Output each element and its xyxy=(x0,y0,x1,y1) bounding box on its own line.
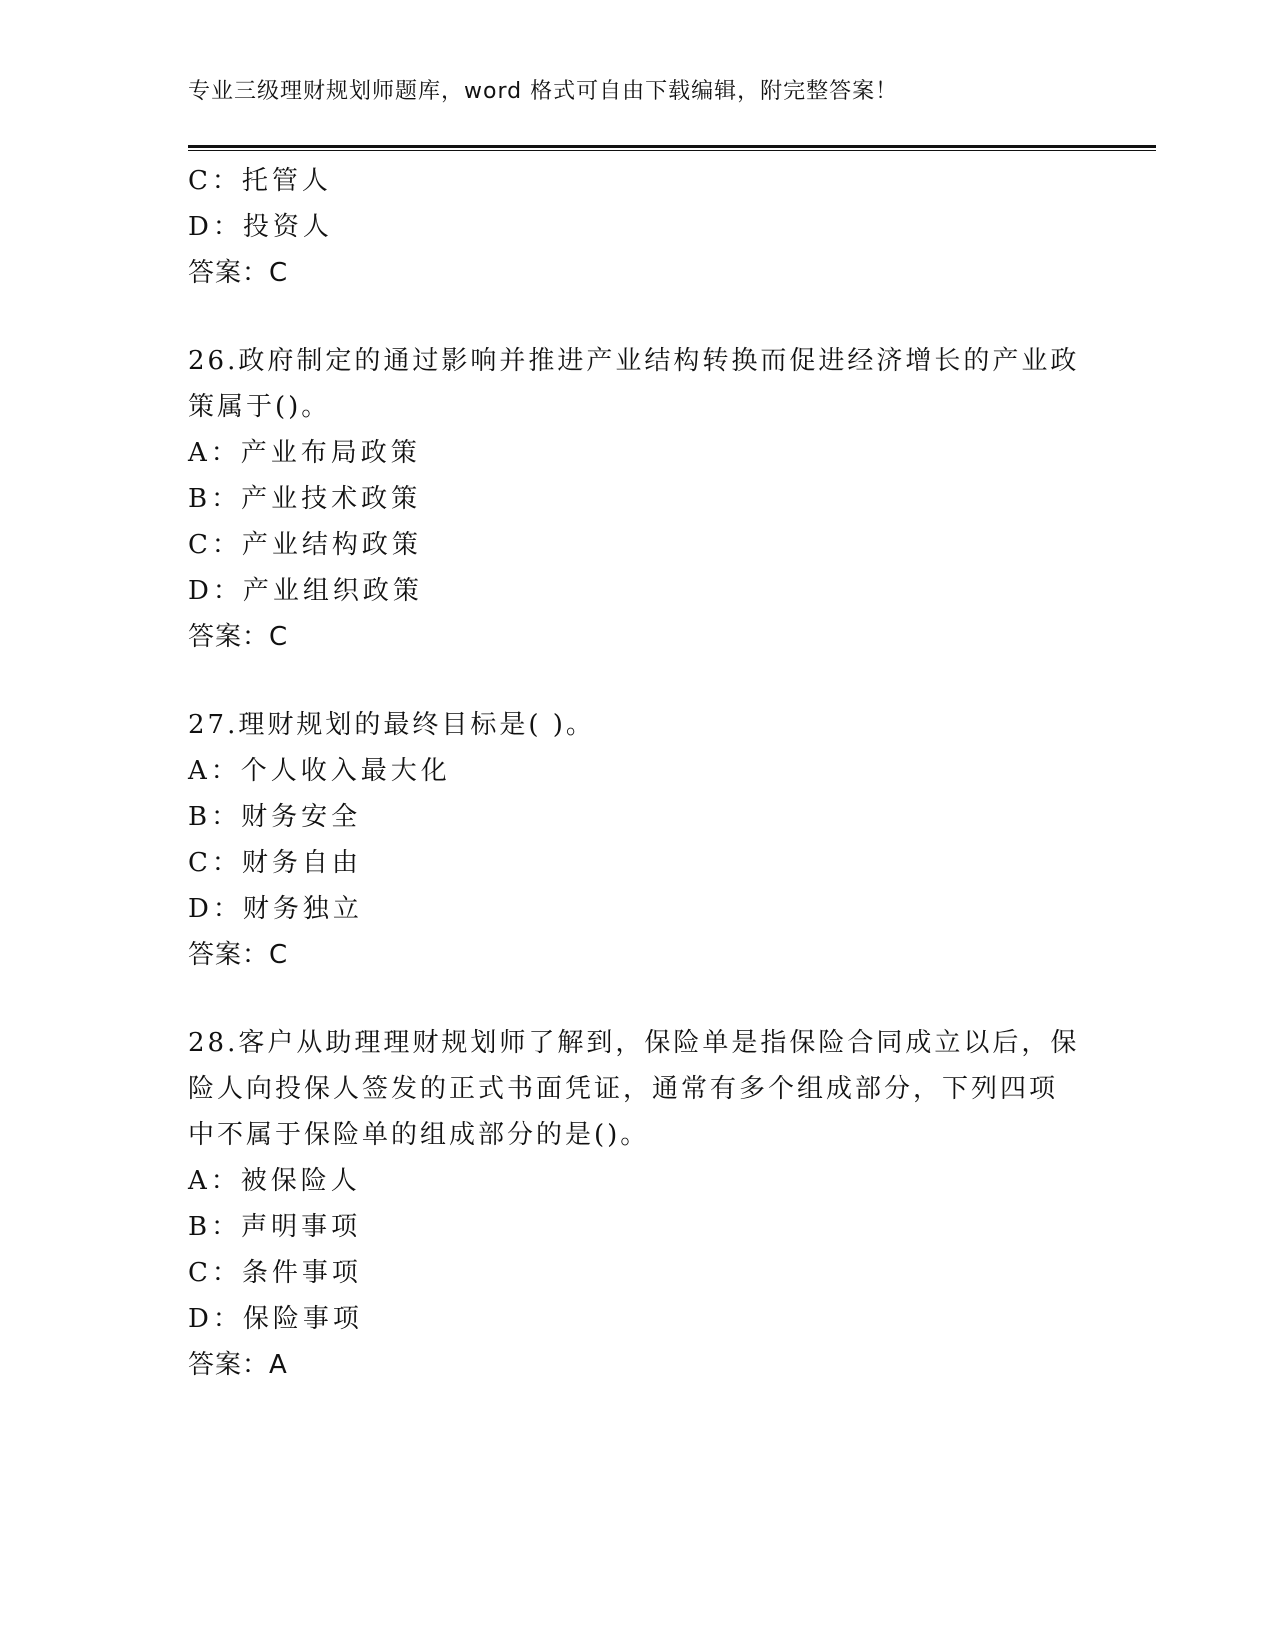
answer: 答案：A xyxy=(188,1350,288,1380)
page-header: 专业三级理财规划师题库，word 格式可自由下载编辑，附完整答案！ xyxy=(188,79,899,104)
spacer xyxy=(188,978,1088,1020)
question-stem: 26.政府制定的通过影响并推进产业结构转换而促进经济增长的产业政 xyxy=(188,346,1080,376)
question-stem: 险人向投保人签发的正式书面凭证，通常有多个组成部分，下列四项 xyxy=(188,1074,1059,1104)
answer: 答案：C xyxy=(188,622,289,652)
option-d: D：保险事项 xyxy=(188,1304,363,1334)
option-a: A：产业布局政策 xyxy=(188,438,421,468)
spacer xyxy=(188,660,1088,702)
question-content xyxy=(188,158,1088,1388)
question-26 xyxy=(188,338,1088,660)
option-d: D：产业组织政策 xyxy=(188,576,423,606)
question-stem: 28.客户从助理理财规划师了解到，保险单是指保险合同成立以后，保 xyxy=(188,1028,1080,1058)
option-a: A：被保险人 xyxy=(188,1166,361,1196)
option-c: C：条件事项 xyxy=(188,1258,362,1288)
header-divider-thick xyxy=(188,145,1156,148)
header-divider-thin xyxy=(188,150,1156,151)
option-c: C：托管人 xyxy=(188,166,332,196)
option-c: C：产业结构政策 xyxy=(188,530,422,560)
previous-question-tail xyxy=(188,158,1088,296)
option-c: C：财务自由 xyxy=(188,848,362,878)
header-divider xyxy=(188,145,1156,152)
question-28 xyxy=(188,1020,1088,1388)
option-a: A：个人收入最大化 xyxy=(188,756,451,786)
answer: 答案：C xyxy=(188,940,289,970)
question-stem: 27.理财规划的最终目标是( )。 xyxy=(188,710,595,740)
answer: 答案：C xyxy=(188,258,289,288)
option-b: B：声明事项 xyxy=(188,1212,362,1242)
question-stem: 策属于()。 xyxy=(188,392,331,422)
spacer xyxy=(188,296,1088,338)
option-b: B：财务安全 xyxy=(188,802,362,832)
option-b: B：产业技术政策 xyxy=(188,484,422,514)
question-27 xyxy=(188,702,1088,978)
option-d: D：投资人 xyxy=(188,212,333,242)
option-d: D：财务独立 xyxy=(188,894,363,924)
question-stem: 中不属于保险单的组成部分的是()。 xyxy=(188,1120,650,1150)
